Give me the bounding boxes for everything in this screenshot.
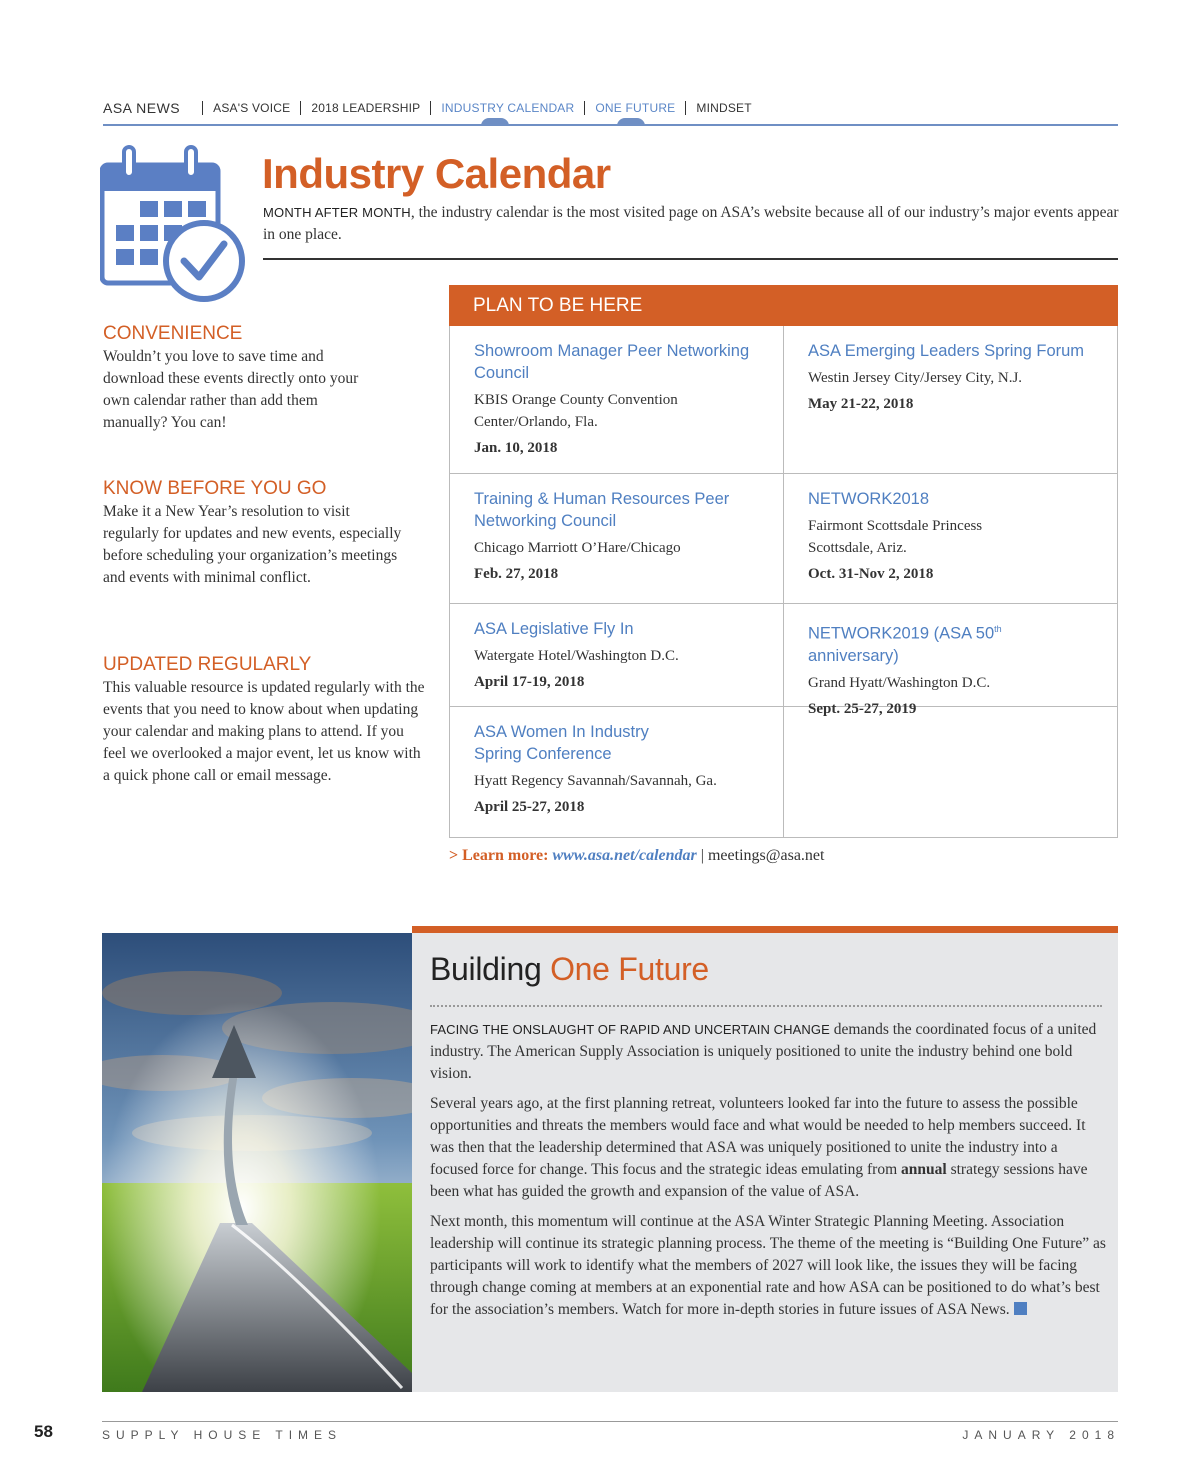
sidebar-body: Make it a New Year’s resolution to visit regularly for updates and new events, especially before scheduling your organization’s meetings and events with minimal conflict. xyxy=(103,503,402,586)
email-link[interactable]: meetings@asa.net xyxy=(707,847,825,864)
nav-item-2018-leadership[interactable]: 2018 LEADERSHIP xyxy=(300,101,430,115)
feature-title-accent: One Future xyxy=(550,951,709,987)
road-arrow-photo xyxy=(102,933,412,1392)
events-row xyxy=(450,604,1118,717)
section-nav xyxy=(103,98,1118,128)
sidebar-heading: UPDATED REGULARLY xyxy=(103,654,312,675)
event-cell xyxy=(450,707,784,837)
end-mark-icon xyxy=(1014,1302,1027,1315)
calendar-link[interactable]: www.asa.net/calendar xyxy=(552,847,697,864)
sidebar-body: This valuable resource is updated regularly with the events that you need to know about when updating your calendar and making plans to attend. If you feel we overlooked a major event, let us know with a quick phone call or email message. xyxy=(103,679,425,784)
page-number: 58 xyxy=(34,1422,53,1441)
events-row xyxy=(450,474,1118,604)
event-location: Fairmont Scottsdale Princess Scottsdale, Ariz. xyxy=(808,518,983,556)
sidebar-body: Wouldn’t you love to save time and download these events directly onto your own calendar rather than add them manually? You can! xyxy=(103,348,359,431)
feature-text: Next month, this momentum will continue at the ASA Winter Strategic Planning Meeting. Association leadership will continue its strategic planning process. The theme of the meeting is “Building One Future” as participants will work to identify what the members of 2027 will look like, the issues they will be facing through change coming at members at an exponential rate and how ASA can be positioned to do what’s best for the association’s members. Watch for more in-depth stories in future issues of ASA News. xyxy=(430,1213,1106,1318)
intro-paragraph xyxy=(263,202,1123,246)
footer-rule xyxy=(102,1421,1118,1422)
event-location: Hyatt Regency Savannah/Savannah, Ga. xyxy=(474,773,717,789)
event-title[interactable]: ASA Emerging Leaders Spring Forum xyxy=(808,342,1085,360)
event-location: Watergate Hotel/Washington D.C. xyxy=(474,648,679,664)
event-date: Sept. 25-27, 2019 xyxy=(808,700,917,717)
feature-dotted-divider xyxy=(430,1005,1102,1007)
feature-title xyxy=(430,947,1102,991)
sidebar-know-before-you-go xyxy=(103,477,433,589)
event-cell xyxy=(450,474,784,603)
events-heading: PLAN TO BE HERE xyxy=(449,285,1118,326)
event-cell xyxy=(784,326,1118,473)
event-title-text: anniversary) xyxy=(808,646,899,665)
events-row xyxy=(450,707,1118,838)
nav-item-industry-calendar[interactable]: INDUSTRY CALENDAR xyxy=(430,101,584,115)
feature-lead: FACING THE ONSLAUGHT OF RAPID AND UNCERTAIN CHANGE xyxy=(430,1022,830,1037)
event-date: May 21-22, 2018 xyxy=(808,396,914,412)
feature-text: demands the coordinated focus of a united industry. The American Supply Association is uniquely positioned to unite the industry behind one bold vision. xyxy=(430,1021,1097,1082)
publication-name: SUPPLY HOUSE TIMES xyxy=(102,1428,343,1442)
event-date: April 25-27, 2018 xyxy=(474,799,585,815)
nav-item-asas-voice[interactable]: ASA'S VOICE xyxy=(202,101,300,115)
nav-item-mindset[interactable]: MINDSET xyxy=(685,101,761,115)
feature-bold-text: annual xyxy=(901,1161,947,1178)
feature-text: Several years ago, at the first planning retreat, volunteers looked far into the future to assess the possible opportunities and threats the members would face and what would be needed to help members succeed. It was then that the leadership determined that ASA was uniquely positioned to unite the industry into a focused force for change. This focus and the strategic ideas emulating from xyxy=(430,1095,1086,1178)
event-location: Chicago Marriott O’Hare/Chicago xyxy=(474,540,681,556)
learn-more-separator: | xyxy=(700,847,704,864)
event-title[interactable] xyxy=(808,618,1097,667)
sidebar-heading: CONVENIENCE xyxy=(103,323,243,344)
event-cell xyxy=(450,326,784,473)
event-title-text: NETWORK2019 (ASA 50 xyxy=(808,624,995,643)
event-cell xyxy=(450,604,784,706)
intro-lead: MONTH AFTER MONTH xyxy=(263,205,411,220)
calendar-check-icon xyxy=(100,143,248,305)
event-title[interactable]: NETWORK2018 xyxy=(808,490,930,508)
issue-date: JANUARY 2018 xyxy=(962,1428,1120,1442)
nav-brand[interactable]: ASA NEWS xyxy=(103,100,181,116)
event-date: Oct. 31-Nov 2, 2018 xyxy=(808,566,934,582)
event-date: April 17-19, 2018 xyxy=(474,674,585,690)
event-cell-empty xyxy=(784,707,1118,837)
event-cell xyxy=(784,604,1118,717)
event-date: Feb. 27, 2018 xyxy=(474,566,559,582)
sidebar-heading: KNOW BEFORE YOU GO xyxy=(103,478,327,499)
learn-more-label: > Learn more: xyxy=(449,847,549,864)
sidebar-convenience xyxy=(103,322,433,434)
event-date: Jan. 10, 2018 xyxy=(474,440,558,456)
page-title: Industry Calendar xyxy=(262,150,611,197)
event-location: KBIS Orange County Convention Center/Orlando, Fla. xyxy=(474,392,678,430)
sidebar-updated-regularly xyxy=(103,653,433,787)
feature-building-one-future xyxy=(102,926,1118,1392)
events-row xyxy=(450,326,1118,474)
event-title[interactable]: ASA Legislative Fly In xyxy=(474,620,634,638)
event-cell xyxy=(784,474,1118,603)
event-title[interactable]: ASA Women In Industry Spring Conference xyxy=(474,723,649,763)
feature-title-plain: Building xyxy=(430,951,551,987)
event-location: Westin Jersey City/Jersey City, N.J. xyxy=(808,370,1023,386)
event-title[interactable]: Training & Human Resources Peer Networking Council xyxy=(474,490,730,530)
nav-item-one-future[interactable]: ONE FUTURE xyxy=(584,101,685,115)
event-location: Grand Hyatt/Washington D.C. xyxy=(808,674,991,691)
feature-paragraph xyxy=(430,1211,1106,1321)
events-table xyxy=(449,285,1118,838)
feature-text: strategy sessions have been what has guided the growth and expansion of the value of ASA. xyxy=(430,1161,1088,1200)
intro-text: , the industry calendar is the most visited page on ASA’s website because all of our industry’s major events appear in one place. xyxy=(263,204,1119,243)
event-title[interactable]: Showroom Manager Peer Networking Council xyxy=(474,342,750,382)
intro-divider xyxy=(263,258,1118,260)
learn-more-line xyxy=(449,847,824,865)
nav-rule xyxy=(103,124,1118,126)
event-title-superscript: th xyxy=(994,624,1002,634)
feature-text-panel xyxy=(412,933,1118,1392)
feature-paragraph xyxy=(430,1093,1106,1203)
feature-paragraph xyxy=(430,1019,1106,1085)
feature-accent-bar xyxy=(412,926,1118,933)
